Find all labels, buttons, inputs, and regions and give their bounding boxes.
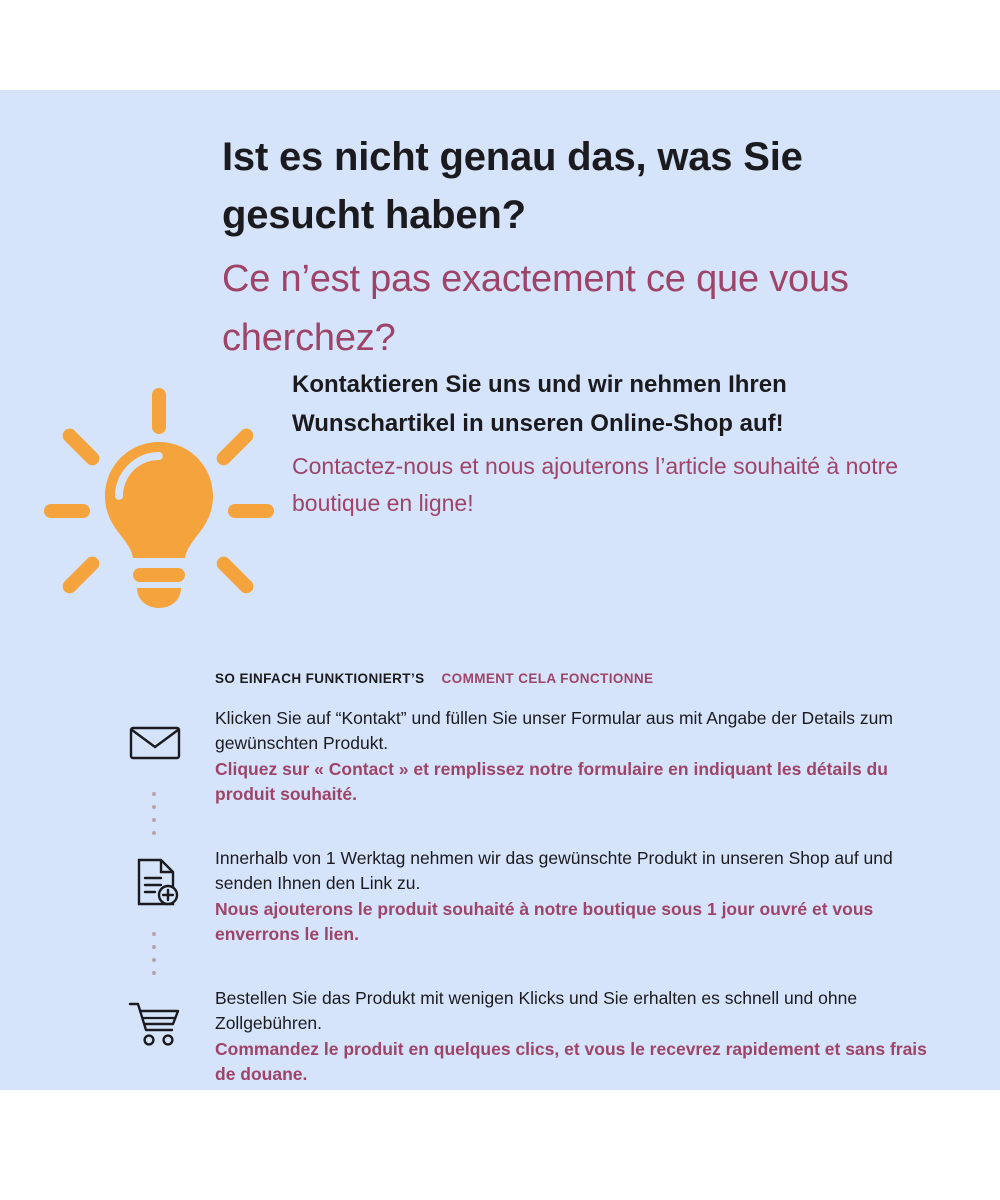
promo-banner — [0, 90, 1000, 1090]
headline — [222, 128, 942, 368]
steps-heading — [215, 670, 653, 688]
headline-german: Ist es nicht genau das, was Sie gesucht haben? — [222, 135, 803, 237]
step-german: Innerhalb von 1 Werktag nehmen wir das gewünschte Produkt in unseren Shop auf und senden Ihnen den Link zu. — [215, 848, 893, 893]
step-french: Cliquez sur « Contact » et remplissez notre formulaire en indiquant les détails du produit souhaité. — [215, 758, 888, 804]
intro-text — [292, 366, 932, 522]
steps-heading-german: SO EINFACH FUNKTIONIERT’S — [215, 671, 425, 686]
envelope-icon — [127, 714, 183, 770]
step-french: Nous ajouterons le produit souhaité à notre boutique sous 1 jour ouvré et vous enverrons le lien. — [215, 898, 874, 944]
steps-heading-french: COMMENT CELA FONCTIONNE — [441, 671, 654, 686]
document-add-icon — [127, 854, 183, 910]
step-french: Commandez le produit en quelques clics, et vous le recevrez rapidement et sans frais de douane. — [215, 1038, 927, 1084]
step-german: Bestellen Sie das Produkt mit wenigen Klicks und Sie erhalten es schnell und ohne Zollgebühren. — [215, 988, 858, 1033]
step-connector — [152, 792, 156, 844]
intro-french: Contactez-nous et nous ajouterons l’article souhaité à notre boutique en ligne! — [292, 452, 899, 516]
step-german: Klicken Sie auf “Kontakt” und füllen Sie unser Formular aus mit Angabe der Details zum gewünschten Produkt. — [215, 708, 893, 753]
step-text — [215, 846, 935, 946]
intro-section — [0, 366, 1000, 636]
intro-german: Kontaktieren Sie uns und wir nehmen Ihren Wunschartikel in unseren Online-Shop auf! — [292, 371, 787, 437]
shopping-cart-icon — [127, 994, 183, 1050]
step-text — [215, 706, 935, 806]
step-text — [215, 986, 935, 1086]
lightbulb-icon — [38, 380, 278, 620]
step-connector — [152, 932, 156, 984]
headline-french: Ce n’est pas exactement ce que vous cherchez? — [222, 258, 849, 359]
